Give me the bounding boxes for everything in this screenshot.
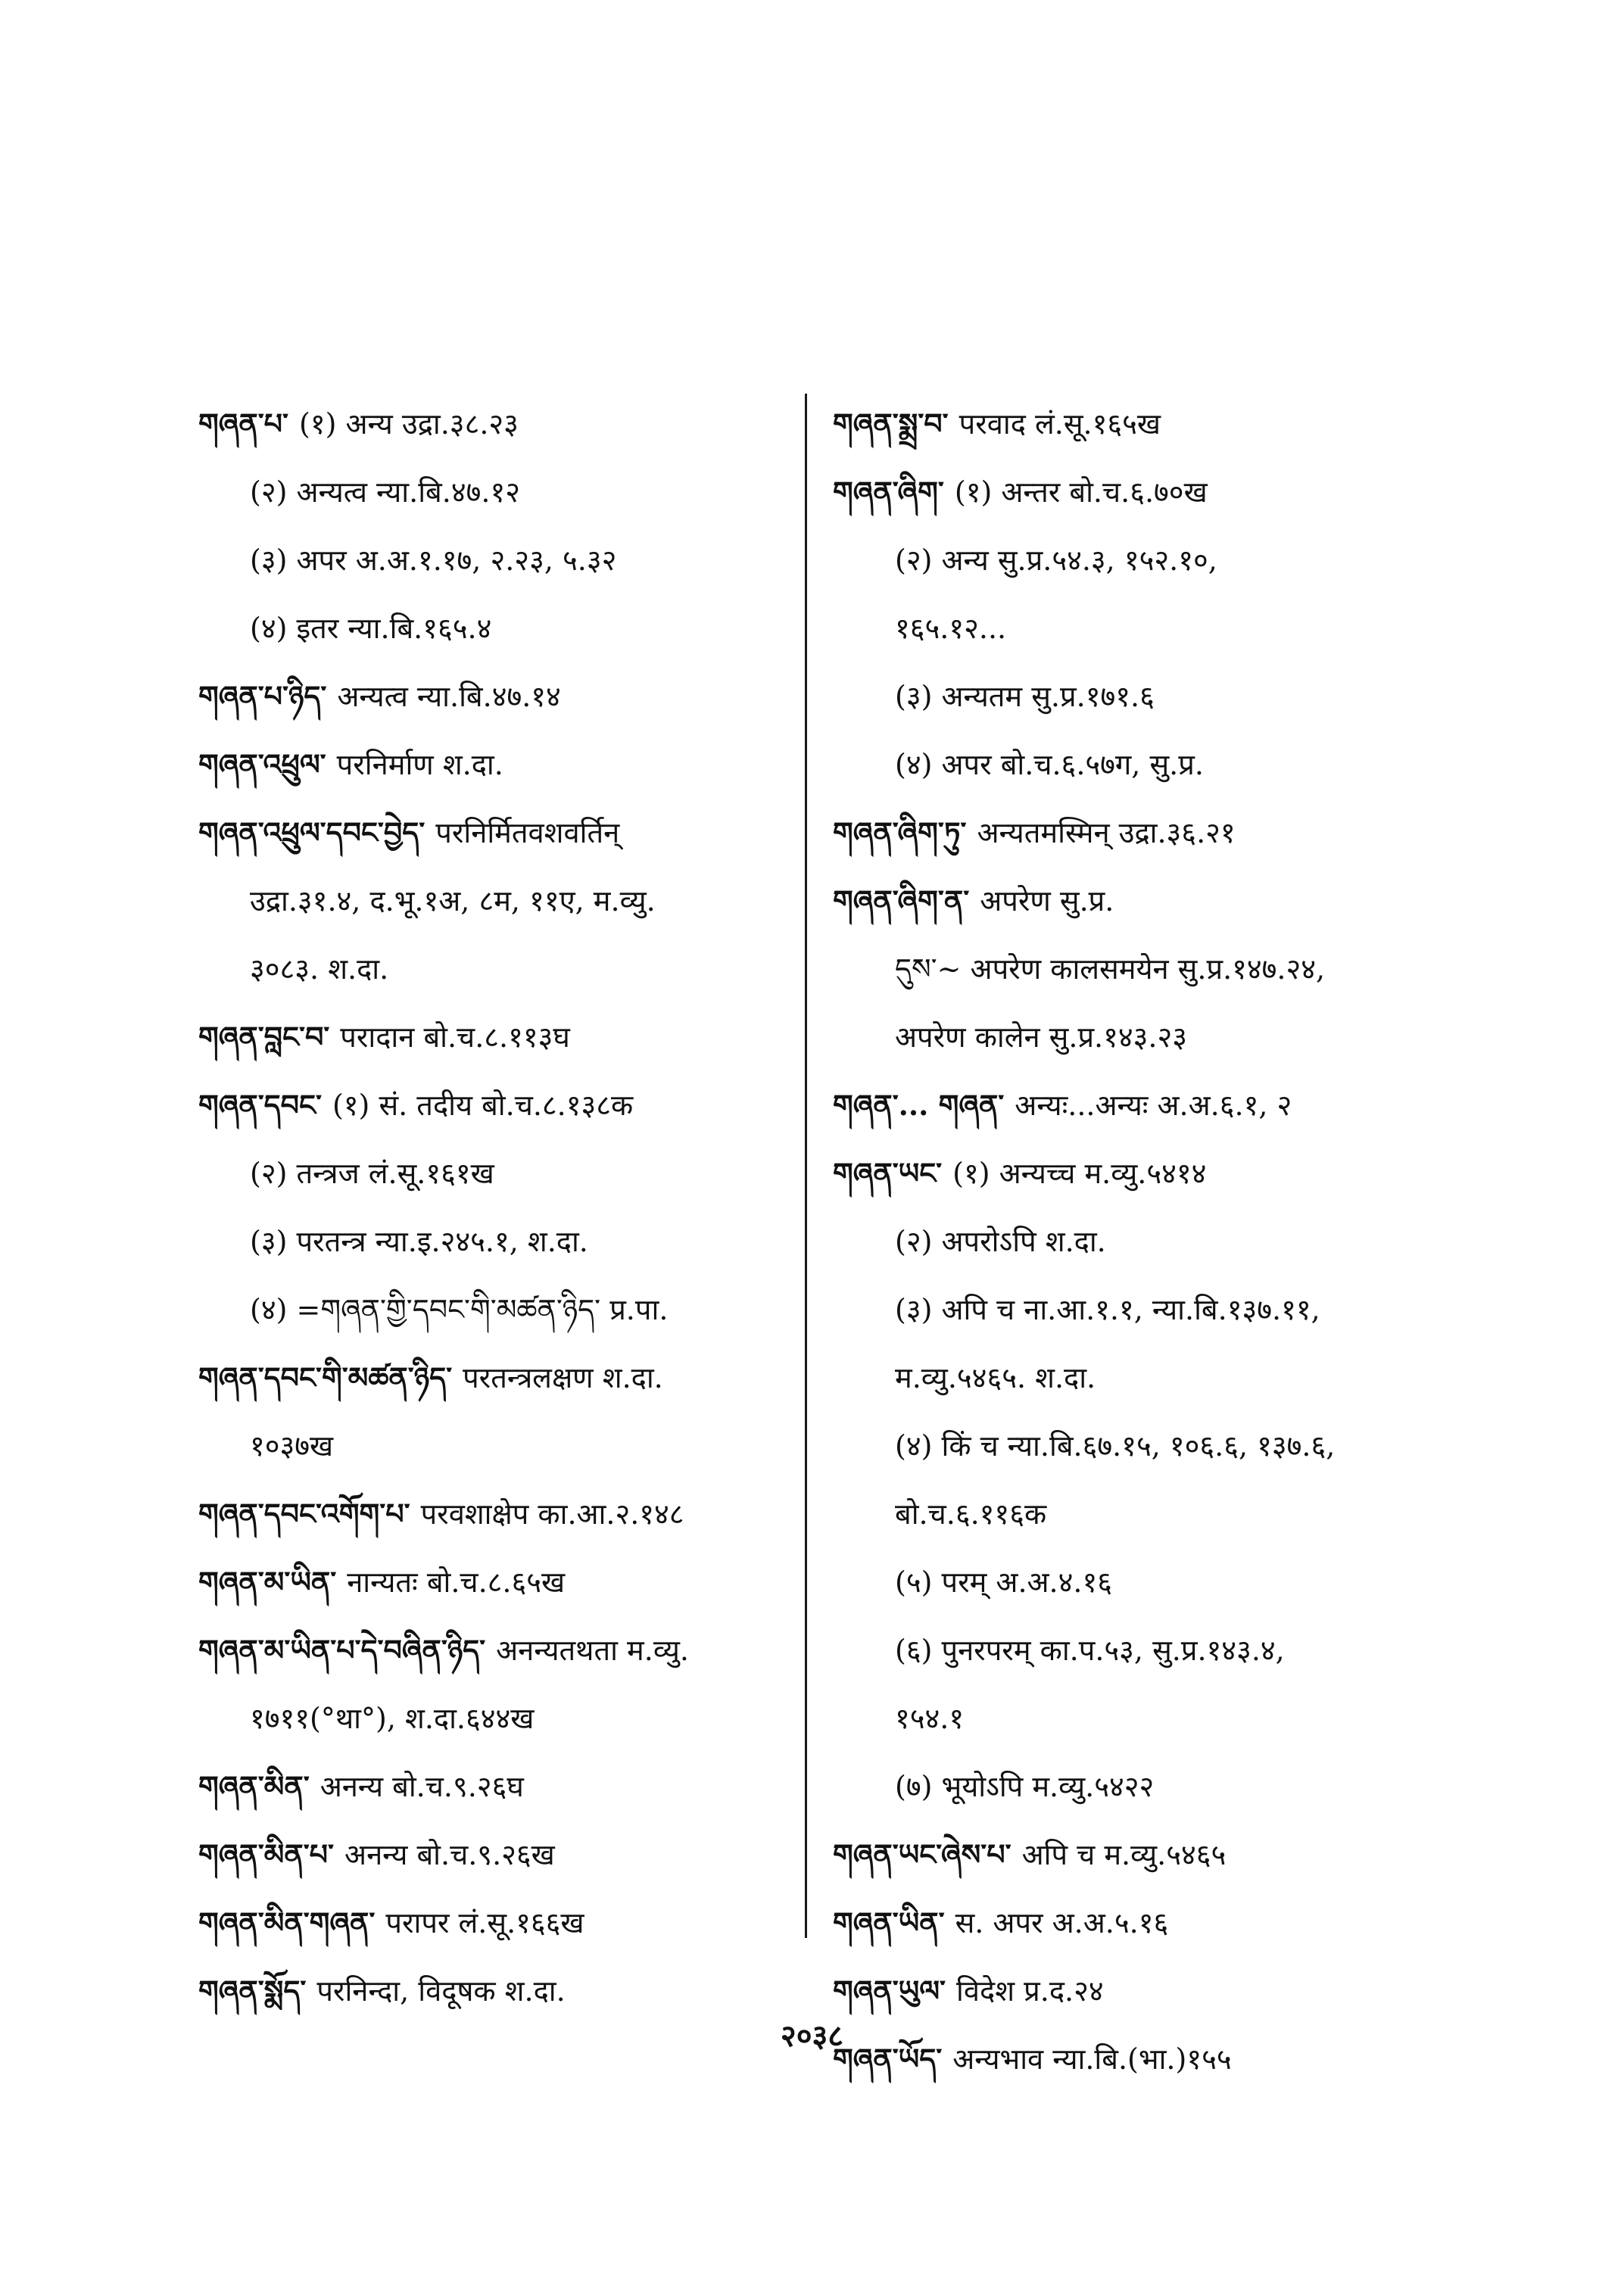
dictionary-entry	[833, 458, 1454, 526]
tibetan-headword: གཞན་འཕྲུལ་དབང་བྱེད་	[198, 815, 425, 849]
sanskrit-equivalent: परनिन्दा, विदूषक श.दा.	[316, 1974, 566, 2008]
sanskrit-equivalent: उद्रा.३१.४, द.भू.१अ, ८म, ११ए, म.व्यु.	[250, 884, 656, 918]
dictionary-entry	[833, 1139, 1454, 1207]
entry-continuation	[833, 594, 1454, 662]
sanskrit-equivalent: १६५.१२...	[895, 612, 1007, 645]
sanskrit-equivalent: ३०८३. श.दा.	[250, 952, 389, 986]
entry-continuation	[198, 1412, 796, 1480]
dictionary-entry	[198, 1071, 796, 1139]
entry-continuation	[198, 867, 796, 935]
sanskrit-equivalent: परवाद लं.सू.१६५ख	[959, 407, 1161, 441]
entry-continuation	[198, 1139, 796, 1207]
entry-continuation	[833, 1548, 1454, 1616]
dictionary-entry	[198, 1889, 796, 1957]
sanskrit-equivalent: (१) अन्तर बो.च.६.७०ख	[954, 475, 1208, 509]
dictionary-entry	[198, 731, 796, 799]
sanskrit-equivalent: (३) अपि च ना.आ.१.१, न्या.बि.१३७.११,	[895, 1293, 1320, 1326]
dictionary-entry	[833, 1821, 1454, 1889]
entry-continuation	[833, 1480, 1454, 1548]
sanskrit-equivalent: अपि च म.व्यु.५४६५	[1021, 1838, 1227, 1871]
tibetan-headword: གཞན་མིན་གཞན་	[198, 1905, 376, 1939]
sanskrit-equivalent: म.व्यु.५४६५. श.दा.	[895, 1361, 1096, 1394]
sanskrit-equivalent: (४) =གཞན་གྱི་དབང་གི་མཚན་ཉིད་ प्र.पा.	[250, 1293, 669, 1326]
dictionary-entry	[198, 390, 796, 458]
entry-continuation	[833, 526, 1454, 594]
sanskrit-equivalent: अन्यतमस्मिन् उद्रा.३६.२१	[977, 816, 1236, 849]
sanskrit-equivalent: (१) सं. तदीय बो.च.८.१३८क	[332, 1089, 634, 1122]
tibetan-headword: གཞན་པ་	[198, 407, 289, 441]
sanskrit-equivalent: नान्यतः बो.च.८.६५ख	[347, 1566, 566, 1599]
sanskrit-equivalent: (६) पुनरपरम् का.प.५३, सु.प्र.१४३.४,	[895, 1634, 1285, 1667]
tibetan-headword: གཞན་ཞིག་	[833, 475, 944, 509]
tibetan-headword: གཞན་སྨྲ་བ་	[833, 407, 949, 441]
dictionary-entry	[833, 1071, 1454, 1139]
tibetan-headword: གཞན་ཞིག་ན་	[833, 883, 970, 918]
entry-continuation	[833, 1207, 1454, 1276]
page-number: २०३८	[780, 2018, 844, 2054]
sanskrit-equivalent: (४) इतर न्या.बि.१६५.४	[250, 612, 492, 645]
entry-continuation	[198, 594, 796, 662]
tibetan-headword: གཞན་དབང་འགོག་པ་	[198, 1497, 410, 1531]
entry-continuation	[833, 662, 1454, 731]
dictionary-entry	[198, 799, 796, 867]
tibetan-headword: གཞན་ཡང་ཞེས་པ་	[833, 1837, 1011, 1871]
dictionary-entry	[198, 1616, 796, 1684]
dictionary-entry	[833, 867, 1454, 935]
sanskrit-equivalent: परतन्त्रलक्षण श.दा.	[463, 1361, 663, 1394]
entry-continuation	[198, 1207, 796, 1276]
entry-continuation	[833, 1752, 1454, 1821]
dictionary-entry	[198, 662, 796, 731]
sanskrit-equivalent: १७११(°था°), श.दा.६४४ख	[250, 1702, 535, 1735]
entry-continuation	[198, 935, 796, 1003]
tibetan-headword: གཞན་མིན་	[198, 1769, 310, 1803]
sanskrit-equivalent: अन्यभाव न्या.बि.(भा.)१५५	[952, 2042, 1232, 2076]
entry-continuation	[833, 1276, 1454, 1344]
tibetan-headword: གཞན་ཡང་	[833, 1156, 943, 1190]
column-divider	[805, 394, 807, 1938]
entry-continuation	[833, 731, 1454, 799]
entry-continuation	[833, 1344, 1454, 1412]
sanskrit-equivalent: परादान बो.च.८.११३घ	[340, 1020, 570, 1054]
sanskrit-equivalent: (१) अन्य उद्रा.३८.२३	[299, 407, 519, 441]
sanskrit-equivalent: (५) परम् अ.अ.४.१६	[895, 1566, 1113, 1599]
sanskrit-equivalent: (२) अन्य सु.प्र.५४.३, १५२.१०,	[895, 544, 1217, 577]
tibetan-headword: གཞན་སྨོད་	[198, 1974, 307, 2008]
tibetan-headword: གཞན་ཡུལ་	[833, 1974, 946, 2008]
left-column	[198, 390, 796, 2025]
sanskrit-equivalent: १०३७ख	[250, 1429, 334, 1463]
tibetan-headword: གཞན་མ་ཡིན་པ་དེ་བཞིན་ཉིད་	[198, 1633, 486, 1667]
tibetan-headword: གཞན་དབང་གི་མཚན་ཉིད་	[198, 1360, 453, 1394]
sanskrit-equivalent: अपरेण कालेन सु.प्र.१४३.२३	[895, 1020, 1188, 1054]
sanskrit-equivalent: परापर लं.सू.१६६ख	[385, 1906, 584, 1939]
entry-continuation	[833, 1616, 1454, 1684]
sanskrit-equivalent: (१) अन्यच्च म.व्यु.५४१४	[952, 1157, 1207, 1190]
sanskrit-equivalent: (२) अन्यत्व न्या.बि.४७.१२	[250, 475, 520, 509]
tibetan-headword: གཞན་ཞིག་ཏུ་	[833, 815, 967, 849]
right-column	[833, 390, 1454, 2093]
sanskrit-equivalent: अनन्यतथता म.व्यु.	[496, 1634, 689, 1667]
sanskrit-equivalent: अन्यत्व न्या.बि.४७.१४	[337, 680, 561, 713]
sanskrit-equivalent: अनन्य बो.च.९.२६घ	[320, 1770, 524, 1803]
dictionary-entry	[198, 1548, 796, 1616]
entry-continuation	[833, 1684, 1454, 1752]
dictionary-entry	[833, 799, 1454, 867]
sanskrit-equivalent: १५४.१	[895, 1702, 965, 1735]
sanskrit-equivalent: (७) भूयोऽपि म.व्यु.५४२२	[895, 1770, 1155, 1803]
dictionary-entry	[833, 1889, 1454, 1957]
sanskrit-equivalent: विदेश प्र.द.२४	[956, 1974, 1104, 2008]
sanskrit-equivalent: बो.च.६.११६क	[895, 1497, 1047, 1531]
sanskrit-equivalent: (२) तन्त्रज लं.सू.१६१ख	[250, 1157, 494, 1190]
entry-continuation	[833, 935, 1454, 1003]
tibetan-headword: གཞན་བླང་བ་	[198, 1020, 330, 1054]
tibetan-headword: གཞན་ཡིན་	[833, 1905, 945, 1939]
sanskrit-equivalent: (४) किं च न्या.बि.६७.१५, १०६.६, १३७.६,	[895, 1429, 1336, 1463]
sanskrit-equivalent: परवशाक्षेप का.आ.२.१४८	[420, 1497, 684, 1531]
sanskrit-equivalent: (३) अन्यतम सु.प्र.१७१.६	[895, 680, 1155, 713]
tibetan-headword: གཞན་མ་ཡིན་	[198, 1565, 337, 1599]
sanskrit-equivalent: अपरेण सु.प्र.	[980, 884, 1114, 918]
entry-continuation	[198, 526, 796, 594]
entry-continuation	[833, 1003, 1454, 1071]
sanskrit-equivalent: (३) परतन्त्र न्या.इ.२४५.१, श.दा.	[250, 1225, 588, 1258]
dictionary-entry	[198, 1480, 796, 1548]
tibetan-headword: གཞན་ཡོད་	[833, 2042, 943, 2076]
dictionary-entry	[198, 1821, 796, 1889]
dictionary-entry	[833, 390, 1454, 458]
sanskrit-equivalent: (४) अपर बो.च.६.५७ग, सु.प्र.	[895, 748, 1204, 781]
dictionary-entry	[198, 1344, 796, 1412]
sanskrit-equivalent: (२) अपरोऽपि श.दा.	[895, 1225, 1106, 1258]
entry-continuation	[198, 458, 796, 526]
sanskrit-equivalent: अन्यः...अन्यः अ.अ.६.१, २	[1015, 1089, 1292, 1122]
tibetan-headword: གཞན་པ་ཉིད་	[198, 679, 327, 713]
tibetan-headword: གཞན་... གཞན་	[833, 1088, 1005, 1122]
tibetan-headword: གཞན་དབང་	[198, 1088, 322, 1122]
sanskrit-equivalent: परनिर्माण श.दा.	[336, 748, 503, 781]
sanskrit-equivalent: དུས་~ अपरेण कालसमयेन सु.प्र.१४७.२४,	[895, 952, 1326, 986]
sanskrit-equivalent: परनिर्मितवशवर्तिन्	[435, 816, 620, 849]
tibetan-headword: གཞན་འཕྲུལ་	[198, 747, 326, 781]
entry-continuation	[198, 1684, 796, 1752]
entry-continuation	[198, 1276, 796, 1344]
sanskrit-equivalent: (३) अपर अ.अ.१.१७, २.२३, ५.३२	[250, 544, 617, 577]
dictionary-entry	[198, 1752, 796, 1821]
sanskrit-equivalent: अनन्य बो.च.९.२६ख	[344, 1838, 555, 1871]
sanskrit-equivalent: स. अपर अ.अ.५.१६	[955, 1906, 1169, 1939]
entry-continuation	[833, 1412, 1454, 1480]
dictionary-entry	[198, 1003, 796, 1071]
tibetan-headword: གཞན་མིན་པ་	[198, 1837, 335, 1871]
